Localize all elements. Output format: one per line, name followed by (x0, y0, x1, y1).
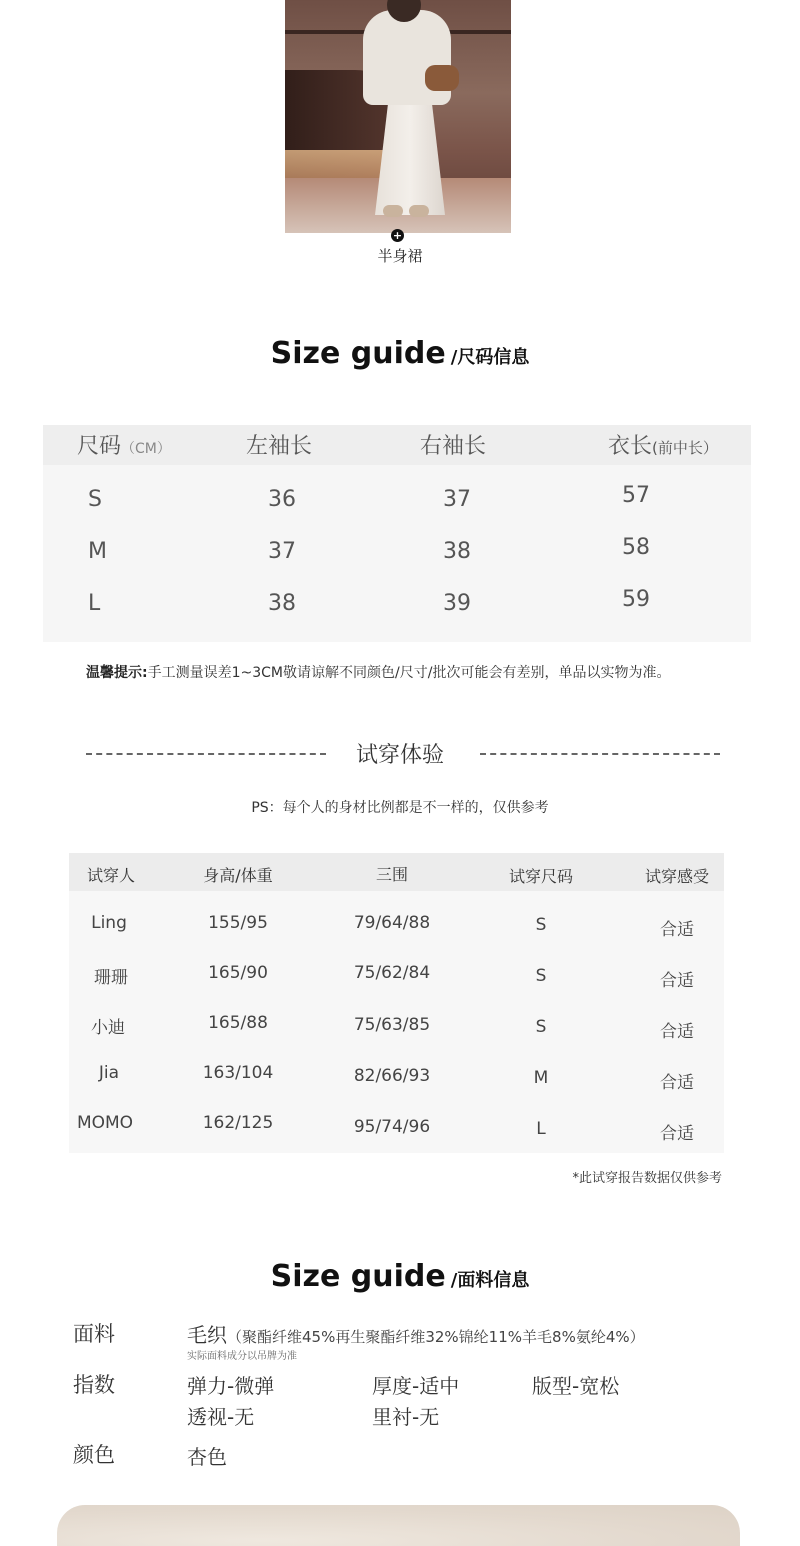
measurements-cell: 79/64/88 (353, 913, 431, 933)
try-on-footnote: *此试穿报告数据仅供参考 (572, 1171, 722, 1186)
right-sleeve-cell: 38 (443, 539, 471, 564)
tester-header: 试穿人 (86, 866, 135, 885)
size-cell: M (88, 539, 107, 564)
right-sleeve-cell: 37 (443, 487, 471, 512)
divider-right (480, 753, 720, 755)
size-header: 尺码（CM） (77, 434, 171, 459)
try-on-table (69, 853, 724, 1153)
size-cell: L (88, 591, 101, 616)
index-fit: 版型-宽松 (532, 1374, 620, 1398)
measurements-cell: 82/66/93 (353, 1066, 431, 1086)
height-weight-cell: 165/88 (208, 1013, 268, 1033)
fit-cell: 合适 (660, 971, 694, 991)
right-sleeve-cell: 39 (443, 591, 471, 616)
index-lining: 里衬-无 (372, 1405, 440, 1429)
material-note: 实际面料成分以吊牌为准 (187, 1351, 297, 1362)
tried-size-cell: M (533, 1068, 549, 1088)
measurements-cell: 75/63/85 (353, 1015, 431, 1035)
measurements-cell: 75/62/84 (353, 963, 431, 983)
try-on-ps: PS：每个人的身材比例都是不一样的，仅供参考 (251, 800, 549, 816)
color-label: 颜色 (73, 1443, 115, 1467)
tried-size-cell: S (535, 1017, 547, 1037)
length-cell: 59 (622, 587, 650, 612)
length-cell: 58 (622, 535, 650, 560)
index-stretch: 弹力-微弹 (187, 1374, 275, 1398)
tried-size-cell: L (536, 1119, 546, 1139)
fit-header: 试穿感受 (644, 867, 709, 886)
length-header: 衣长(前中长） (608, 434, 718, 459)
left-sleeve-header: 左袖长 (246, 434, 313, 459)
color-value: 杏色 (187, 1445, 227, 1469)
plus-icon: + (392, 229, 403, 242)
fit-cell: 合适 (660, 1124, 694, 1144)
try-on-title: 试穿体验 (355, 743, 444, 768)
fabric-title: Size guide /面料信息 (270, 1259, 530, 1294)
length-cell: 57 (622, 483, 650, 508)
tester-cell: 珊珊 (94, 968, 128, 988)
height-weight-cell: 162/125 (202, 1113, 274, 1133)
fit-cell: 合适 (660, 920, 694, 940)
tried-size-cell: S (535, 966, 547, 986)
index-transparency: 透视-无 (187, 1405, 255, 1429)
fabric-detail-image (57, 1505, 740, 1546)
height-weight-cell: 165/90 (208, 963, 268, 983)
measurement-note: 温馨提示:手工测量误差1~3CM敬请谅解不同颜色/尺寸/批次可能会有差别，单品以实物为准。 (86, 665, 671, 681)
size-cell: S (88, 487, 102, 512)
height-weight-cell: 155/95 (208, 913, 268, 933)
material-value: 毛织（聚酯纤维45%再生聚酯纤维32%锦纶11%羊毛8%氨纶4%） (187, 1323, 645, 1347)
left-sleeve-cell: 38 (268, 591, 296, 616)
tester-cell: Jia (98, 1063, 120, 1083)
tester-cell: 小迪 (91, 1018, 125, 1038)
tried-size-cell: S (535, 915, 547, 935)
fit-cell: 合适 (660, 1073, 694, 1093)
height-weight-header: 身高/体重 (203, 866, 273, 885)
product-caption: 半身裙 (377, 247, 423, 265)
fit-cell: 合适 (660, 1022, 694, 1042)
left-sleeve-cell: 37 (268, 539, 296, 564)
right-sleeve-header: 右袖长 (420, 434, 487, 459)
material-label: 面料 (73, 1322, 115, 1346)
product-photo (285, 0, 511, 233)
tester-cell: Ling (91, 913, 127, 933)
index-thickness: 厚度-适中 (372, 1374, 460, 1398)
measurements-cell: 95/74/96 (353, 1117, 431, 1137)
tester-cell: MOMO (76, 1113, 134, 1133)
left-sleeve-cell: 36 (268, 487, 296, 512)
size-guide-title: Size guide /尺码信息 (270, 336, 530, 371)
measurements-header: 三围 (375, 865, 408, 884)
height-weight-cell: 163/104 (202, 1063, 274, 1083)
index-label: 指数 (73, 1373, 115, 1397)
tried-size-header: 试穿尺码 (508, 867, 573, 886)
